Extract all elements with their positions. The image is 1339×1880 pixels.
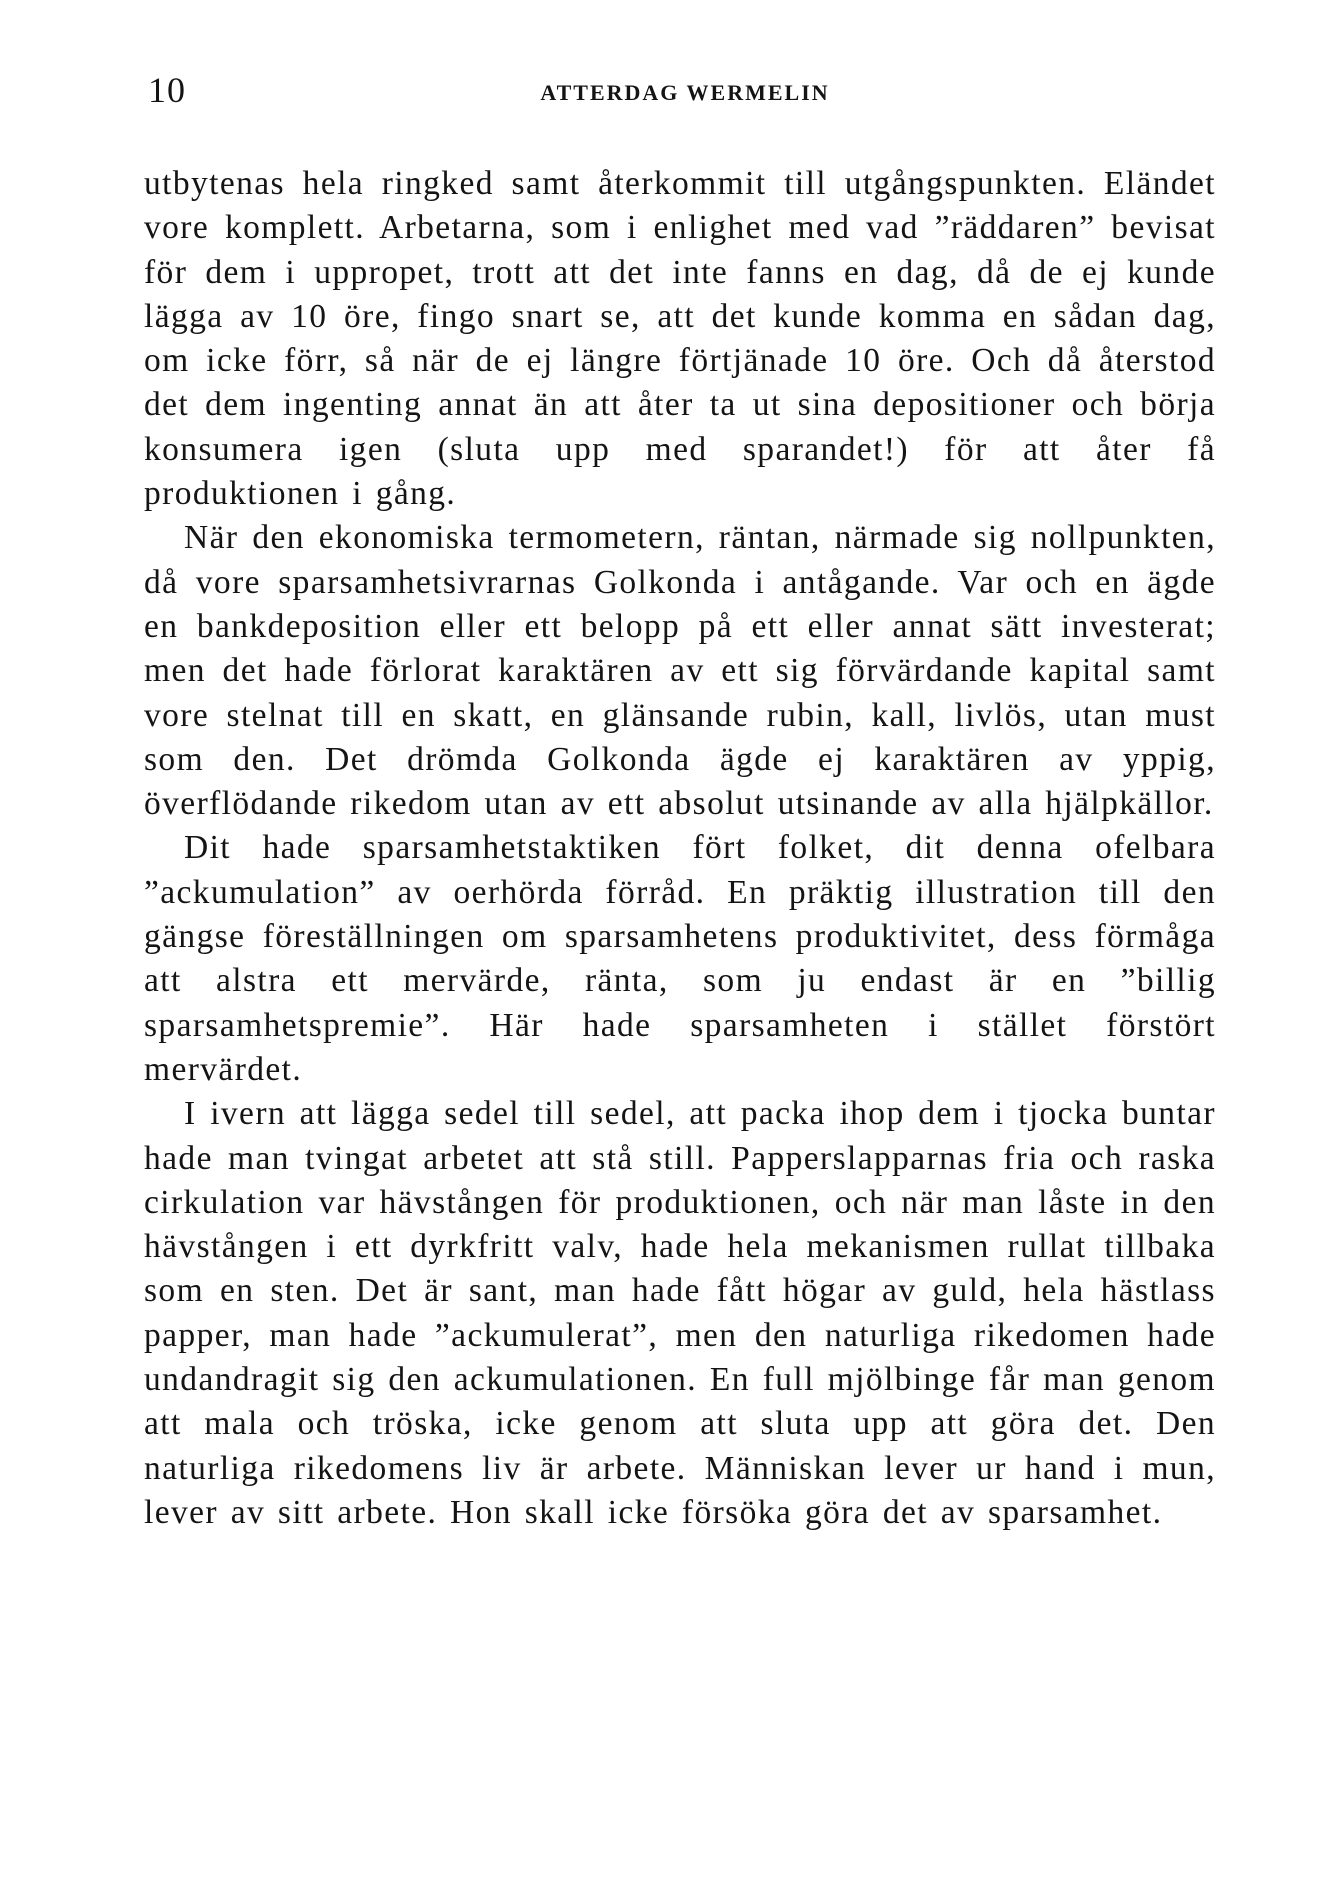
paragraph-1: utbytenas hela ringked samt återkommit till utgångspunkten. Eländet vore komplett. Arbetarna, som i enlighet med vad ”räddaren” bevisat för dem i uppropet, trott att det inte fanns en dag, då de ej kunde lägga av 10 öre, fingo snart se, att det kunde komma en sådan dag, om icke förr, så när de ej längre förtjänade 10 öre. Och då återstod det dem ingenting annat än att åter ta ut sina depositioner och börja konsumera igen (sluta upp med sparandet!) för att åter få produktionen i gång. [144, 165, 1216, 513]
paragraph-4: I ivern att lägga sedel till sedel, att packa ihop dem i tjocka buntar hade man tvingat arbetet att stå still. Papperslapparnas fria och raska cirkulation var hävstången för produktionen, och när man låste in den hävstången i ett dyrkfritt valv, hade hela mekanismen rullat tillbaka som en sten. Det är sant, man hade fått högar av guld, hela hästlass papper, man hade ”ackumulerat”, men den naturliga rikedomen hade undandragit sig den ackumulationen. En full mjölbinge får man genom att mala och tröska, icke genom att sluta upp att göra det. Den naturliga rikedomens liv är arbete. Människan lever ur hand i mun, lever av sitt arbete. Hon skall icke försöka göra det av sparsamhet. [144, 1095, 1216, 1531]
body-text [144, 162, 1216, 1535]
running-title: ATTERDAG WERMELIN [540, 80, 830, 105]
paragraph-2: När den ekonomiska termometern, räntan, närmade sig nollpunkten, då vore sparsamhetsivrarnas Golkonda i antågande. Var och en ägde en bankdeposition eller ett belopp på ett eller annat sätt investerat; men det hade förlorat karaktären av ett sig förvärdande kapital samt vore stelnat till en skatt, en glänsande rubin, kall, livlös, utan must som den. Det drömda Golkonda ägde ej karaktären av yppig, överflödande rikedom utan av ett absolut utsinande av alla hjälpkällor. [144, 519, 1216, 823]
page-number: 10 [148, 70, 186, 110]
paragraph-3: Dit hade sparsamhetstaktiken fört folket, dit denna ofelbara ”ackumulation” av oerhörda förråd. En präktig illustration till den gängse föreställningen om sparsamhetens produktivitet, dess förmåga att alstra ett mervärde, ränta, som ju endast är en ”billig sparsamhetspremie”. Här hade sparsamheten i stället förstört mervärdet. [144, 829, 1216, 1088]
running-head [140, 72, 1230, 122]
